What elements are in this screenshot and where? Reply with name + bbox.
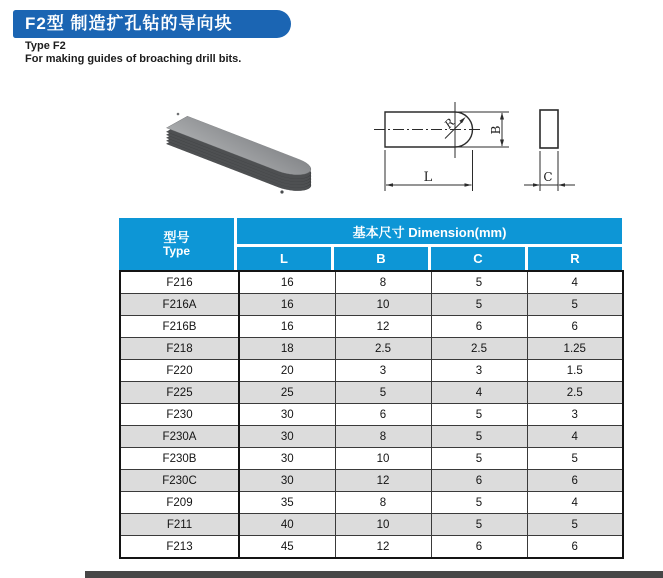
cell-B: 5 bbox=[335, 382, 431, 404]
dimension-table bbox=[119, 270, 622, 559]
cell-L: 30 bbox=[239, 448, 335, 470]
cell-L: 30 bbox=[239, 426, 335, 448]
cell-C: 5 bbox=[431, 426, 527, 448]
table-header-type bbox=[119, 218, 234, 270]
cell-type: F230B bbox=[120, 448, 239, 470]
subtitle-description: For making guides of broaching drill bits. bbox=[25, 53, 242, 65]
cell-C: 6 bbox=[431, 536, 527, 559]
cell-C: 6 bbox=[431, 470, 527, 492]
footer-rule bbox=[85, 571, 663, 578]
cell-R: 5 bbox=[527, 294, 623, 316]
table-header-L: L bbox=[237, 247, 331, 270]
table-row bbox=[120, 514, 623, 536]
cell-B: 10 bbox=[335, 294, 431, 316]
cell-L: 25 bbox=[239, 382, 335, 404]
cell-C: 5 bbox=[431, 448, 527, 470]
cell-C: 5 bbox=[431, 492, 527, 514]
dim-label-width: B bbox=[489, 125, 503, 135]
cell-C: 6 bbox=[431, 316, 527, 338]
part-3d-image bbox=[145, 92, 320, 207]
table-row bbox=[120, 316, 623, 338]
cell-R: 2.5 bbox=[527, 382, 623, 404]
side-view-outline bbox=[540, 110, 558, 148]
cell-C: 2.5 bbox=[431, 338, 527, 360]
type-header-en: Type bbox=[162, 244, 191, 258]
cell-B: 6 bbox=[335, 404, 431, 426]
cell-B: 8 bbox=[335, 271, 431, 294]
cell-R: 4 bbox=[527, 492, 623, 514]
cell-C: 5 bbox=[431, 404, 527, 426]
table-header-B: B bbox=[334, 247, 428, 270]
table-header-R: R bbox=[528, 247, 622, 270]
cell-C: 5 bbox=[431, 294, 527, 316]
cell-B: 12 bbox=[335, 536, 431, 559]
table-row bbox=[120, 448, 623, 470]
cell-L: 30 bbox=[239, 404, 335, 426]
cell-C: 3 bbox=[431, 360, 527, 382]
cell-B: 8 bbox=[335, 492, 431, 514]
table-row bbox=[120, 536, 623, 559]
cell-B: 3 bbox=[335, 360, 431, 382]
cell-L: 35 bbox=[239, 492, 335, 514]
dim-label-length: L bbox=[423, 170, 433, 185]
cell-type: F216B bbox=[120, 316, 239, 338]
cell-L: 16 bbox=[239, 316, 335, 338]
cell-type: F213 bbox=[120, 536, 239, 559]
table-header bbox=[119, 218, 622, 270]
cell-R: 6 bbox=[527, 470, 623, 492]
radius-arrowhead bbox=[459, 117, 465, 123]
cell-type: F230C bbox=[120, 470, 239, 492]
cell-C: 4 bbox=[431, 382, 527, 404]
table-row bbox=[120, 294, 623, 316]
table-row bbox=[120, 470, 623, 492]
cell-B: 10 bbox=[335, 448, 431, 470]
cell-type: F211 bbox=[120, 514, 239, 536]
cell-C: 5 bbox=[431, 271, 527, 294]
cell-L: 16 bbox=[239, 271, 335, 294]
cell-L: 16 bbox=[239, 294, 335, 316]
cell-type: F216 bbox=[120, 271, 239, 294]
page-title-banner: F2型 制造扩孔钻的导向块 bbox=[13, 10, 291, 38]
cell-B: 10 bbox=[335, 514, 431, 536]
cell-R: 3 bbox=[527, 404, 623, 426]
cell-L: 45 bbox=[239, 536, 335, 559]
cell-type: F218 bbox=[120, 338, 239, 360]
guide-block-shape bbox=[167, 113, 319, 195]
cell-type: F209 bbox=[120, 492, 239, 514]
cell-type: F220 bbox=[120, 360, 239, 382]
dim-label-thickness: C bbox=[543, 170, 553, 184]
cell-L: 20 bbox=[239, 360, 335, 382]
table-row bbox=[120, 360, 623, 382]
cell-R: 5 bbox=[527, 514, 623, 536]
cell-R: 4 bbox=[527, 271, 623, 294]
cell-B: 2.5 bbox=[335, 338, 431, 360]
table-row bbox=[120, 404, 623, 426]
table-header-C: C bbox=[431, 247, 525, 270]
table-row bbox=[120, 492, 623, 514]
cell-type: F230 bbox=[120, 404, 239, 426]
cell-R: 6 bbox=[527, 316, 623, 338]
cell-B: 12 bbox=[335, 316, 431, 338]
cell-B: 8 bbox=[335, 426, 431, 448]
cell-B: 12 bbox=[335, 470, 431, 492]
table-row bbox=[120, 382, 623, 404]
cell-R: 1.25 bbox=[527, 338, 623, 360]
technical-drawing bbox=[360, 85, 660, 205]
cell-type: F216A bbox=[120, 294, 239, 316]
type-header-cn: 型号 bbox=[163, 230, 190, 245]
cell-R: 4 bbox=[527, 426, 623, 448]
cell-type: F225 bbox=[120, 382, 239, 404]
dim-label-radius: R bbox=[442, 116, 458, 132]
cell-L: 40 bbox=[239, 514, 335, 536]
table-row bbox=[120, 338, 623, 360]
table-row bbox=[120, 271, 623, 294]
cell-type: F230A bbox=[120, 426, 239, 448]
page-subtitle bbox=[25, 40, 241, 66]
table-header-dimension: 基本尺寸 Dimension(mm) bbox=[237, 218, 622, 244]
cell-R: 5 bbox=[527, 448, 623, 470]
cell-L: 30 bbox=[239, 470, 335, 492]
subtitle-type: Type F2 bbox=[25, 40, 66, 52]
cell-R: 1.5 bbox=[527, 360, 623, 382]
cell-C: 5 bbox=[431, 514, 527, 536]
cell-R: 6 bbox=[527, 536, 623, 559]
table-row bbox=[120, 426, 623, 448]
cell-L: 18 bbox=[239, 338, 335, 360]
table-body bbox=[120, 271, 623, 558]
